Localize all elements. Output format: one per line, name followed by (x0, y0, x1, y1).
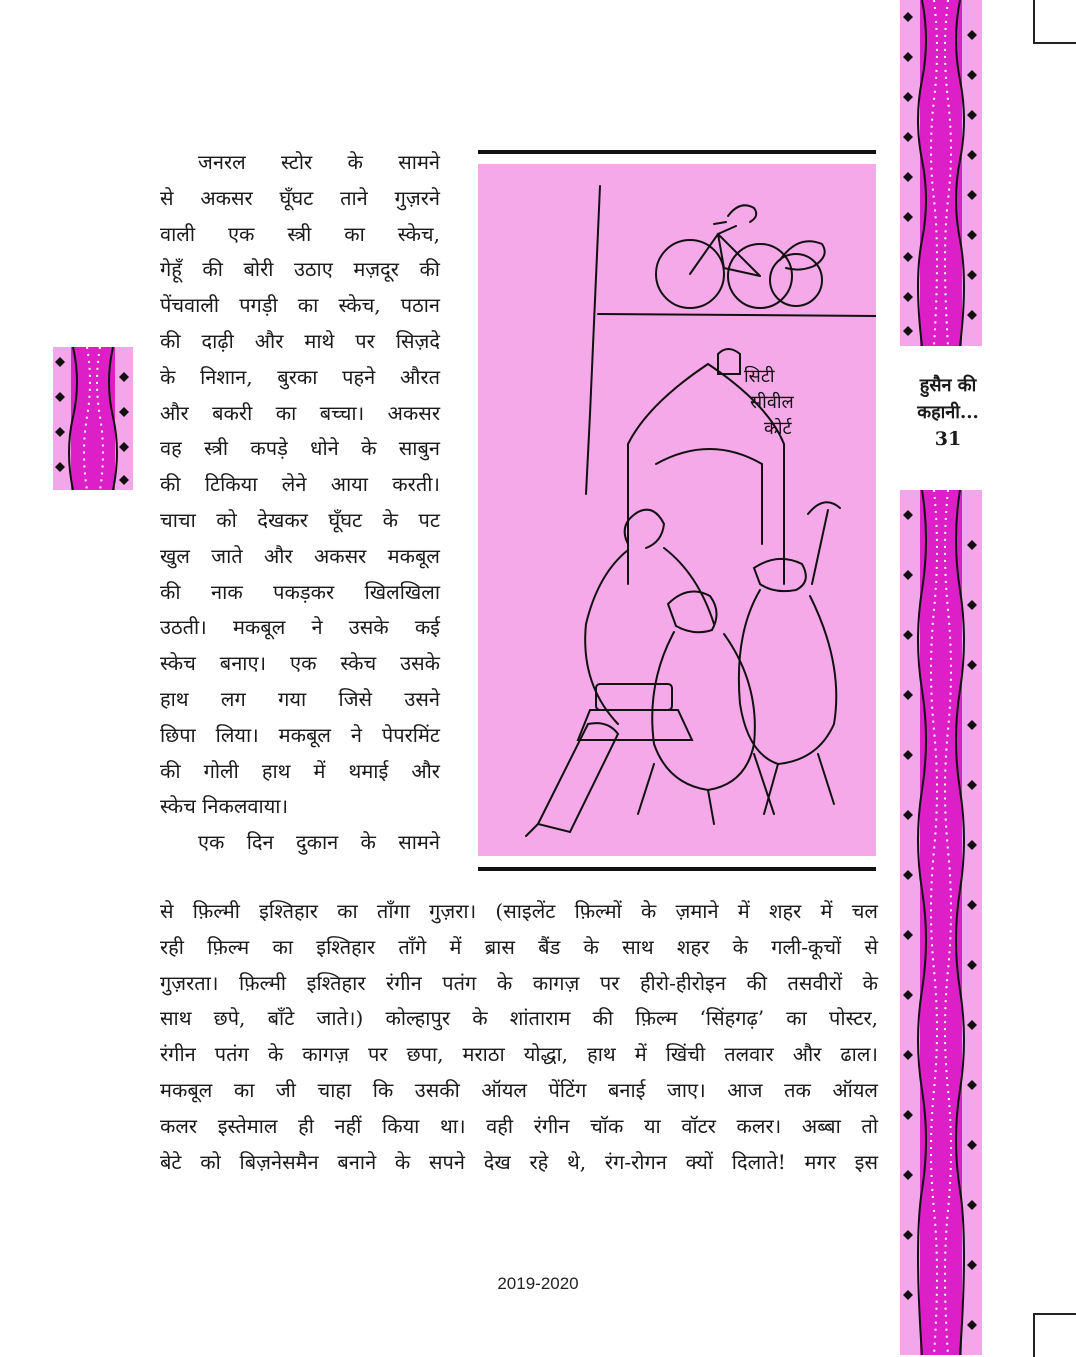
text-line: छिपा लिया। मकबूल ने पेपरमिंट (160, 722, 440, 747)
text-line: मकबूल का जी चाहा कि उसकी ऑयल पेंटिंग बनाई जाए। आज तक ऑयल (160, 1077, 878, 1102)
illustration-top-rule (478, 150, 876, 154)
decorative-border-strip-left (53, 347, 133, 490)
text-line: खुल जाते और अकसर मकबूल (160, 543, 440, 568)
text-line: जनरल स्टोर के सामने (198, 150, 440, 174)
text-line: साथ छपे, बाँटे जाते।) कोल्हापुर के शांताराम की फ़िल्म ‘सिंहगढ़’ का पोस्टर, (160, 1006, 878, 1031)
footer-year: 2019-2020 (497, 1274, 579, 1293)
text-line: बेटे को बिज़नेसमैन बनाने के सपने देख रहे थे, रंग-रोगन क्यों दिलाते! मगर इस (160, 1149, 878, 1174)
text-line: पेंचवाली पगड़ी का स्केच, पठान (160, 293, 440, 318)
decorative-border-strip-top (900, 0, 982, 346)
text-line: की टिकिया लेने आया करती। (160, 472, 440, 497)
text-line: स्केच निकलवाया। (160, 794, 289, 819)
text-line: एक दिन दुकान के सामने (198, 830, 440, 855)
text-line: से अकसर घूँघट ताने गुज़रने (160, 185, 440, 210)
sketch-sign-line3: कोर्ट (764, 418, 792, 439)
text-line: चाचा को देखकर घूँघट के पट (160, 507, 440, 532)
sketch-illustration (478, 164, 876, 856)
text-line: की नाक पकड़कर खिलखिला (160, 579, 440, 604)
sketch-sign-line2: सीवील (750, 392, 794, 413)
text-line: से फ़िल्मी इश्तिहार का ताँगा गुज़रा। (साइलेंट फ़िल्मों के ज़माने में शहर में चल (160, 899, 878, 923)
chapter-title-line2: कहानी... (917, 402, 979, 423)
page-number: 31 (934, 428, 962, 450)
text-line: हाथ लग गया जिसे उसने (160, 686, 440, 711)
text-line: और बकरी का बच्चा। अकसर (160, 400, 440, 425)
text-line: गेहूँ की बोरी उठाए मज़दूर की (160, 257, 440, 282)
decorative-border-strip-bottom (900, 490, 982, 1355)
text-line: गुज़रता। फ़िल्मी इश्तिहार रंगीन पतंग के कागज़ पर हीरो-हीरोइन की तसवीरों के (160, 970, 878, 995)
sketch-sign-line1: सिटी (744, 366, 775, 387)
text-line: के निशान, बुरका पहने औरत (160, 364, 440, 389)
crop-mark-top-right (1033, 0, 1076, 44)
illustration-bottom-rule (478, 867, 876, 871)
crop-mark-bottom-right (1033, 1313, 1076, 1357)
chapter-title-line1: हुसैन की (919, 375, 977, 396)
text-line: वाली एक स्त्री का स्केच, (160, 221, 440, 246)
text-line: वह स्त्री कपड़े धोने के साबुन (160, 436, 440, 461)
text-line: रही फ़िल्म का इश्तिहार ताँगे में ब्रास बैंड के साथ शहर के गली-कूचों से (160, 934, 878, 959)
chapter-label (908, 372, 988, 453)
text-line: की गोली हाथ में थमाई और (160, 758, 440, 783)
text-line: की दाढ़ी और माथे पर सिज़दे (160, 328, 440, 353)
text-line: स्केच बनाए। एक स्केच उसके (160, 651, 440, 676)
text-line: कलर इस्तेमाल ही नहीं किया था। वही रंगीन चॉक या वॉटर कलर। अब्बा तो (160, 1113, 878, 1138)
text-column-wide (160, 894, 878, 1180)
text-line: उठती। मकबूल ने उसके कई (160, 615, 440, 640)
text-line: रंगीन पतंग के कागज़ पर छपा, मराठा योद्धा, हाथ में खिंची तलवार और ढाल। (160, 1042, 878, 1067)
text-column-narrow (160, 145, 440, 861)
